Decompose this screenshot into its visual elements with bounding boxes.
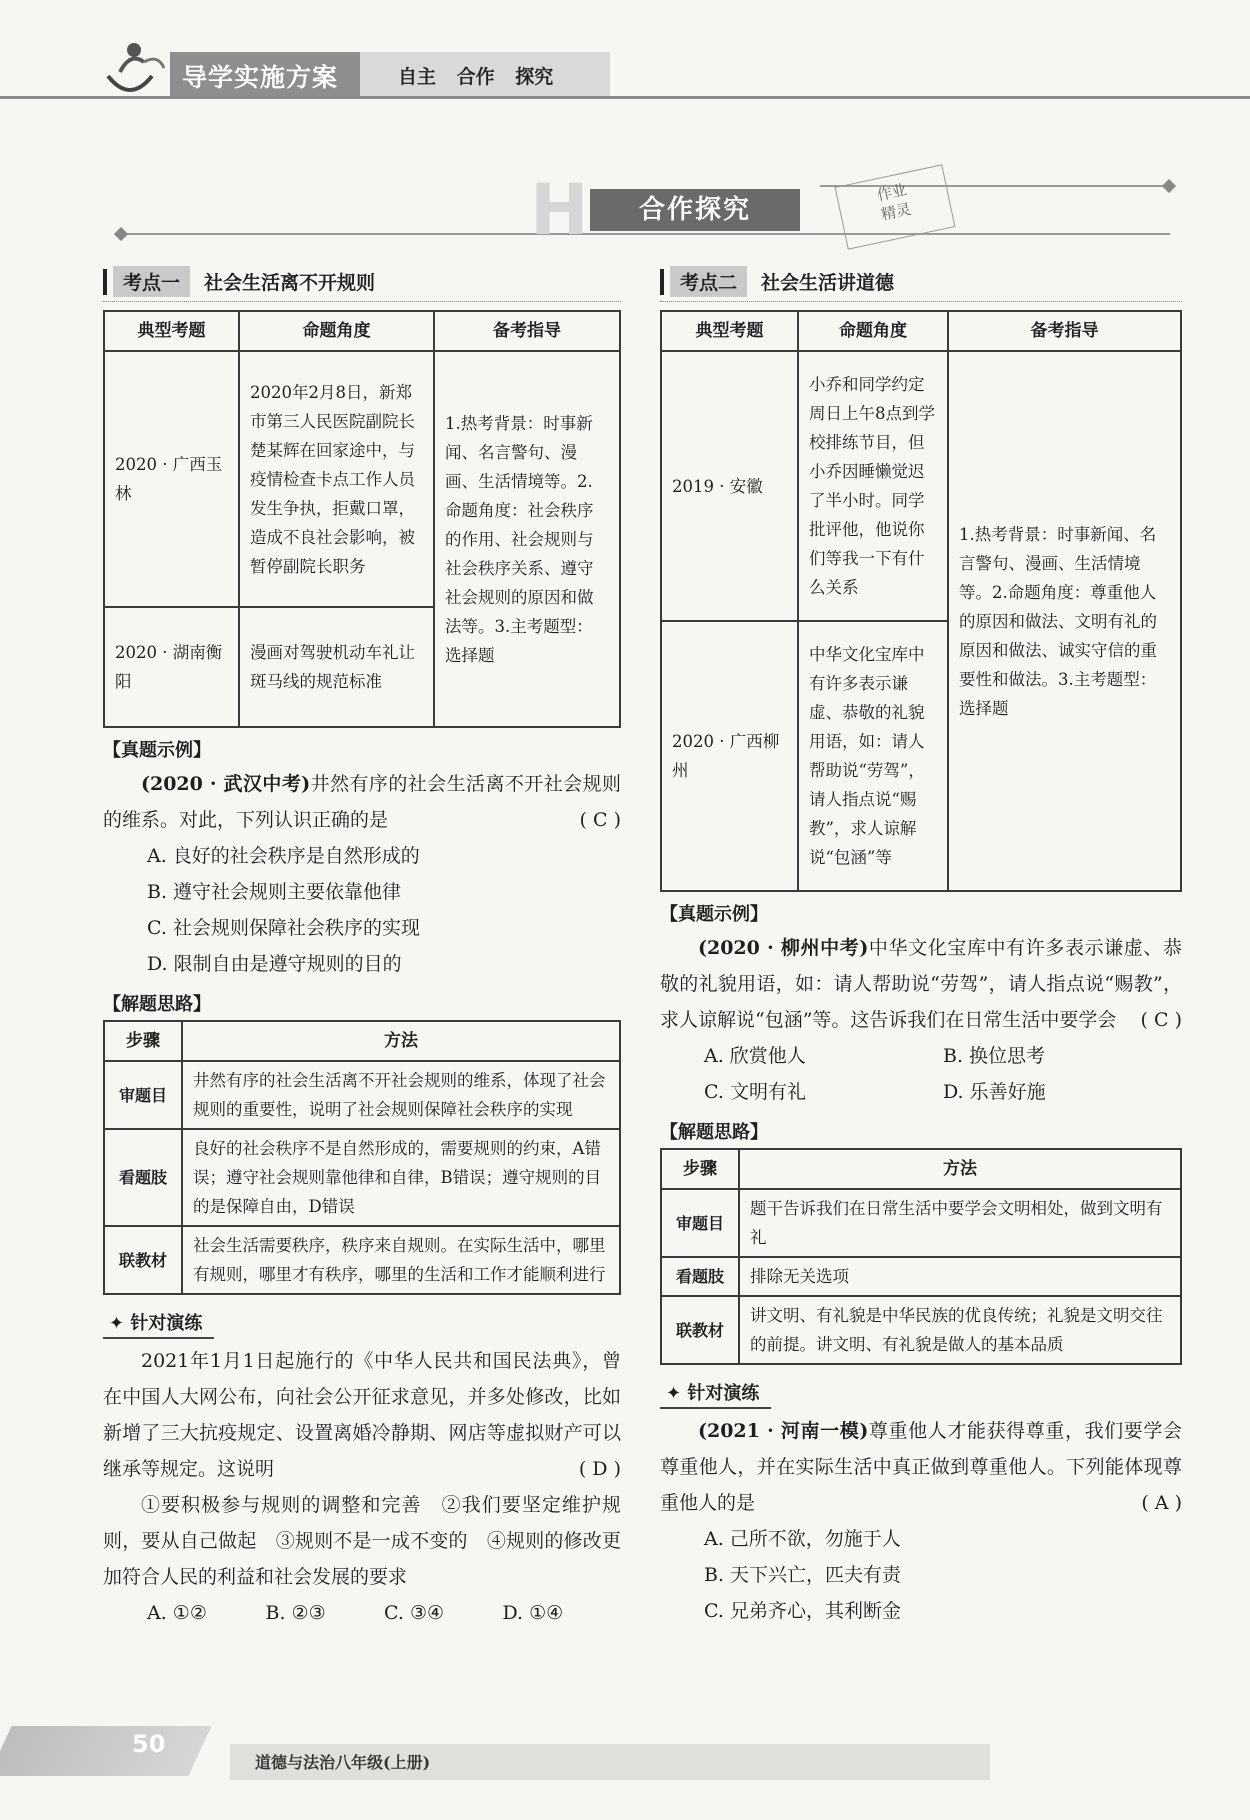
option: A. 欣赏他人 <box>704 1045 806 1067</box>
angle-cell: 漫画对驾驶机动车礼让斑马线的规范标准 <box>239 607 434 727</box>
table-header: 典型考题 <box>661 311 798 351</box>
table-header: 命题角度 <box>798 311 948 351</box>
sprout-logo-icon <box>100 32 170 102</box>
steps-table <box>660 1148 1182 1365</box>
step-method: 讲文明、有礼貌是中华民族的优良传统；礼貌是文明交往的前提。讲文明、有礼貌是做人的基本品质 <box>739 1296 1181 1364</box>
option: A. ①② <box>147 1602 207 1624</box>
key-point-tag: 考点一 <box>113 266 190 297</box>
section-title-box <box>590 189 800 231</box>
table-header: 命题角度 <box>239 311 434 351</box>
left-column <box>103 262 621 1631</box>
step-method: 良好的社会秩序不是自然形成的，需要规则的约束，A错误；遵守社会规则靠他律和自律，B错误；遵守规则的目的是保障自由，D错误 <box>182 1129 620 1226</box>
option: B. 遵守社会规则主要依靠他律 <box>147 881 402 903</box>
table-row <box>661 1257 1181 1296</box>
option: A. 己所不欲，勿施于人 <box>704 1528 901 1550</box>
angle-cell: 中华文化宝库中有许多表示谦虚、恭敬的礼貌用语，如：请人帮助说“劳驾”，请人指点说“赐教”，求人谅解说“包涵”等 <box>798 621 948 891</box>
example-label: 【真题示例】 <box>103 740 211 761</box>
table-row <box>104 351 620 607</box>
star-icon: ✦ <box>666 1383 682 1404</box>
step-name: 审题目 <box>104 1061 182 1129</box>
right-column <box>660 262 1182 1629</box>
drill-question <box>660 1413 1182 1521</box>
section-heading <box>120 169 1170 251</box>
step-name: 审题目 <box>661 1189 739 1257</box>
example-question <box>103 766 621 838</box>
key-point-heading <box>103 262 621 302</box>
key-point-tag: 考点二 <box>670 266 747 297</box>
example-answer: ( C ) <box>579 809 621 831</box>
drill-source: (2021 · 河南一模) <box>698 1420 869 1442</box>
option: D. 乐善好施 <box>943 1081 1046 1103</box>
drill-label-text: 针对演练 <box>130 1313 203 1334</box>
table-row <box>104 1061 620 1129</box>
option: A. 良好的社会秩序是自然形成的 <box>147 845 420 867</box>
drill-label-text: 针对演练 <box>687 1383 760 1404</box>
drill-text: 尊重他人才能获得尊重，我们要学会尊重他人，并在实际生活中真正做到尊重他人。下列能体现尊重他人的是 <box>660 1420 1182 1514</box>
watermark-stamp <box>835 164 956 249</box>
stamp-line: 作业 <box>875 180 909 205</box>
think-label: 【解题思路】 <box>660 1122 768 1143</box>
section-line-dot <box>114 227 128 241</box>
example-answer: ( C ) <box>1140 1009 1182 1031</box>
option: C. ③④ <box>384 1602 445 1624</box>
example-text: 中华文化宝库中有许多表示谦虚、恭敬的礼貌用语，如：请人帮助说“劳驾”，请人指点说“赐教”，求人谅解说“包涵”等。这告诉我们在日常生活中要学会 <box>660 937 1182 1031</box>
key-point-title: 社会生活离不开规则 <box>204 272 376 294</box>
drill-label <box>103 1307 214 1339</box>
guide-cell: 1.热考背景：时事新闻、名言警句、漫画、生活情境等。2.命题角度：社会秩序的作用、社会规则与社会秩序关系、遵守社会规则的原因和做法等。3.主考题型：选择题 <box>434 351 620 727</box>
key-point-title: 社会生活讲道德 <box>761 272 895 294</box>
drill-items: ①要积极参与规则的调整和完善 ②我们要坚定维护规则，要从自己做起 ③规则不是一成不变的 ④规则的修改更加符合人民的利益和社会发展的要求 <box>103 1494 621 1588</box>
step-method: 社会生活需要秩序，秩序来自规则。在实际生活中，哪里有规则，哪里才有秩序，哪里的生活和工作才能顺利进行 <box>182 1226 620 1294</box>
step-name: 联教材 <box>104 1226 182 1294</box>
step-name: 联教材 <box>661 1296 739 1364</box>
option: C. 文明有礼 <box>704 1081 806 1103</box>
exam-table <box>103 310 621 728</box>
page-number-shade <box>0 1726 212 1776</box>
table-header: 方法 <box>739 1149 1181 1189</box>
page-footer <box>0 1726 1250 1820</box>
drill-options <box>103 1595 621 1631</box>
heading-bar <box>660 269 664 295</box>
option: D. ①④ <box>502 1602 564 1624</box>
example-options <box>660 1038 1182 1074</box>
example-source: (2020 · 武汉中考) <box>141 773 311 795</box>
table-row <box>104 1226 620 1294</box>
table-header: 方法 <box>182 1021 620 1061</box>
exam-cell: 2020 · 广西柳州 <box>661 621 798 891</box>
step-method: 题干告诉我们在日常生活中要学会文明相处，做到文明有礼 <box>739 1189 1181 1257</box>
table-header: 典型考题 <box>104 311 239 351</box>
option: B. ②③ <box>265 1602 326 1624</box>
example-label: 【真题示例】 <box>660 904 768 925</box>
page-header <box>0 0 1250 108</box>
table-header: 步骤 <box>104 1021 182 1061</box>
exam-cell: 2020 · 湖南衡阳 <box>104 607 239 727</box>
exam-cell: 2019 · 安徽 <box>661 351 798 621</box>
option: B. 天下兴亡，匹夫有责 <box>704 1564 902 1586</box>
example-text: 井然有序的社会生活离不开社会规则的维系。对此，下列认识正确的是 <box>103 773 621 831</box>
think-label: 【解题思路】 <box>103 994 211 1015</box>
section-line-dot <box>1162 179 1176 193</box>
page-number: 50 <box>132 1730 166 1758</box>
drill-answer: ( D ) <box>578 1458 621 1480</box>
table-row <box>104 1129 620 1226</box>
table-row <box>661 1189 1181 1257</box>
table-row <box>661 1296 1181 1364</box>
table-header: 备考指导 <box>434 311 620 351</box>
drill-text: 2021年1月1日起施行的《中华人民共和国民法典》，曾在中国人大网公布，向社会公开征求意见，并多处修改，比如新增了三大抗疫规定、设置离婚冷静期、网店等虚拟财产可以继承等规定。这说明 <box>103 1350 621 1480</box>
header-tags: 自主 合作 探究 <box>398 66 554 88</box>
key-point-heading <box>660 262 1182 302</box>
section-line <box>120 233 1170 235</box>
step-method: 井然有序的社会生活离不开社会规则的维系，体现了社会规则的重要性，说明了社会规则保障社会秩序的实现 <box>182 1061 620 1129</box>
drill-label <box>660 1377 771 1409</box>
heading-bar <box>103 269 107 295</box>
example-options <box>660 1074 1182 1110</box>
header-rule <box>0 96 1250 99</box>
example-question <box>660 930 1182 1038</box>
step-method: 排除无关选项 <box>739 1257 1181 1296</box>
section-title: 合作探究 <box>638 195 751 225</box>
guide-cell: 1.热考背景：时事新闻、名言警句、漫画、生活情境等。2.命题角度：尊重他人的原因和做法、文明有礼的原因和做法、诚实守信的重要性和做法。3.主考题型：选择题 <box>948 351 1181 891</box>
step-name: 看题肢 <box>104 1129 182 1226</box>
option: C. 兄弟齐心，其利断金 <box>704 1600 901 1622</box>
angle-cell: 2020年2月8日，新郑市第三人民医院副院长楚某辉在回家途中，与疫情检查卡点工作人员发生争执，拒戴口罩，造成不良社会影响，被暂停副院长职务 <box>239 351 434 607</box>
star-icon: ✦ <box>109 1313 125 1334</box>
table-header: 备考指导 <box>948 311 1181 351</box>
option: D. 限制自由是遵守规则的目的 <box>147 953 402 975</box>
stamp-line: 精灵 <box>879 199 913 224</box>
exam-table <box>660 310 1182 892</box>
table-row <box>661 351 1181 621</box>
option: C. 社会规则保障社会秩序的实现 <box>147 917 420 939</box>
table-header: 步骤 <box>661 1149 739 1189</box>
steps-table <box>103 1020 621 1295</box>
header-title: 导学实施方案 <box>182 63 339 92</box>
exam-cell: 2020 · 广西玉林 <box>104 351 239 607</box>
option: B. 换位思考 <box>943 1045 1046 1067</box>
book-title: 道德与法治八年级(上册) <box>255 1753 431 1772</box>
section-letter: H <box>530 169 589 251</box>
example-source: (2020 · 柳州中考) <box>698 937 869 959</box>
drill-answer: ( A ) <box>1141 1492 1182 1514</box>
angle-cell: 小乔和同学约定周日上午8点到学校排练节目，但小乔因睡懒觉迟了半小时。同学批评他，他说你们等我一下有什么关系 <box>798 351 948 621</box>
drill-question <box>103 1343 621 1487</box>
step-name: 看题肢 <box>661 1257 739 1296</box>
